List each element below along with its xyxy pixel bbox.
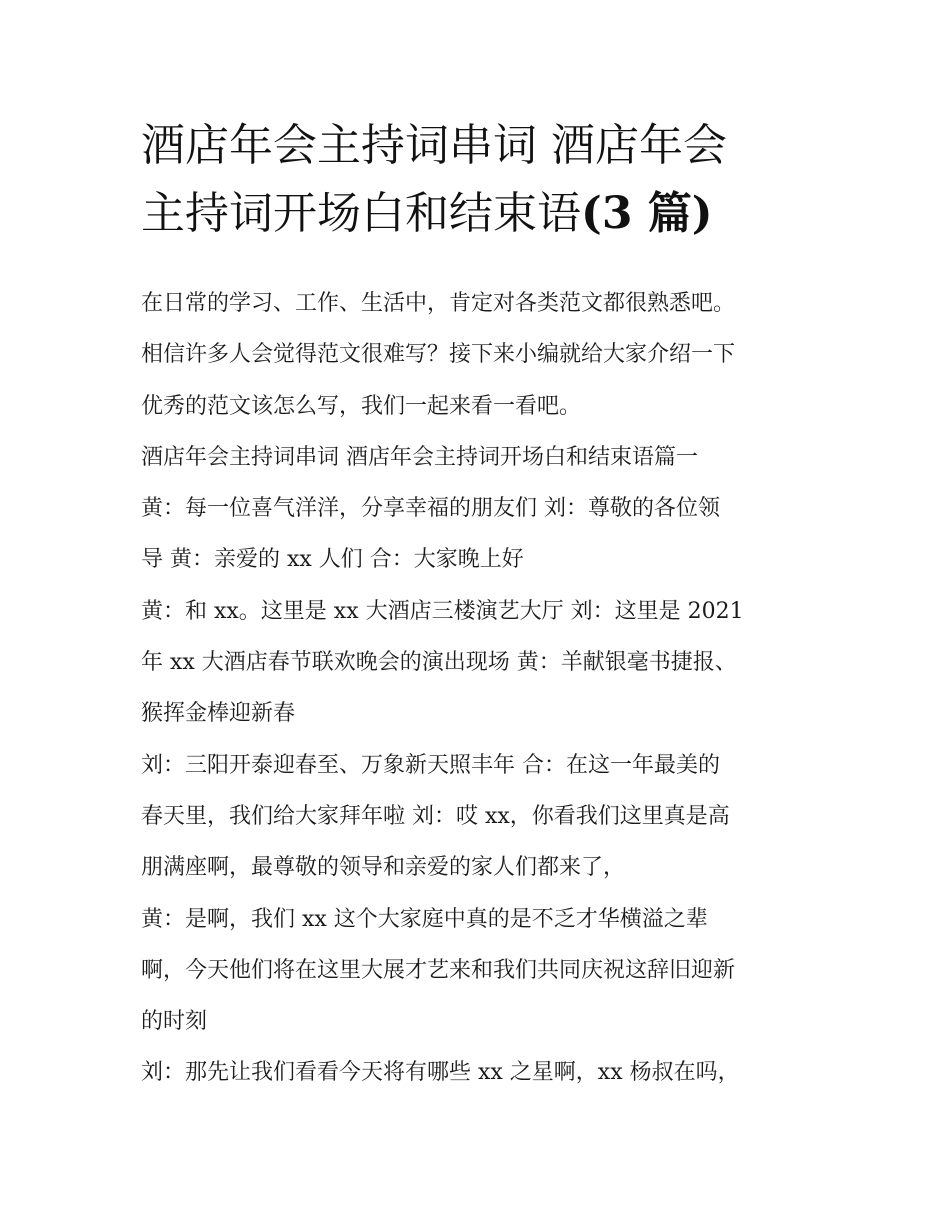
text-line: 啊，今天他们将在这里大展才艺来和我们共同庆祝这辞旧迎新 (141, 957, 736, 983)
text-line: 在日常的学习、工作、生活中，肯定对各类范文都很熟悉吧。 (141, 291, 736, 316)
title-count: (3 篇) (581, 188, 713, 239)
document-title (141, 112, 821, 248)
title-line-2: 主持词开场白和结束语 (141, 188, 581, 239)
text-line: 的时刻 (141, 1009, 208, 1035)
section-heading: 酒店年会主持词串词 酒店年会主持词开场白和结束语篇一 (141, 444, 698, 470)
text-line: 优秀的范文该怎么写，我们一起来看一看吧。 (141, 393, 582, 419)
text-line: 刘：三阳开泰迎春至、万象新天照丰年 合：在这一年最美的 (141, 752, 720, 778)
text-line: 黄：每一位喜气洋洋，分享幸福的朋友们 刘：尊敬的各位领 (141, 496, 720, 522)
document-body (141, 278, 831, 1099)
text-line: 导 黄：亲爱的 xx 人们 合：大家晚上好 (141, 547, 524, 573)
text-line: 朋满座啊，最尊敬的领导和亲爱的家人们都来了， (141, 855, 626, 881)
text-line: 刘：那先让我们看看今天将有哪些 xx 之星啊，xx 杨叔在吗， (141, 1060, 740, 1086)
title-line-1: 酒店年会主持词串词 酒店年会 (141, 120, 727, 171)
text-line: 相信许多人会觉得范文很难写？接下来小编就给大家介绍一下 (141, 342, 736, 368)
text-line: 黄：是啊，我们 xx 这个大家庭中真的是不乏才华横溢之辈 (141, 906, 708, 932)
text-line: 黄：和 xx。这里是 xx 大酒店三楼演艺大厅 刘：这里是 2021 (141, 598, 744, 624)
text-line: 猴挥金棒迎新春 (141, 701, 296, 727)
text-line: 年 xx 大酒店春节联欢晚会的演出现场 黄：羊献银毫书捷报、 (141, 650, 737, 676)
text-line: 春天里，我们给大家拜年啦 刘：哎 xx，你看我们这里真是高 (141, 803, 730, 829)
